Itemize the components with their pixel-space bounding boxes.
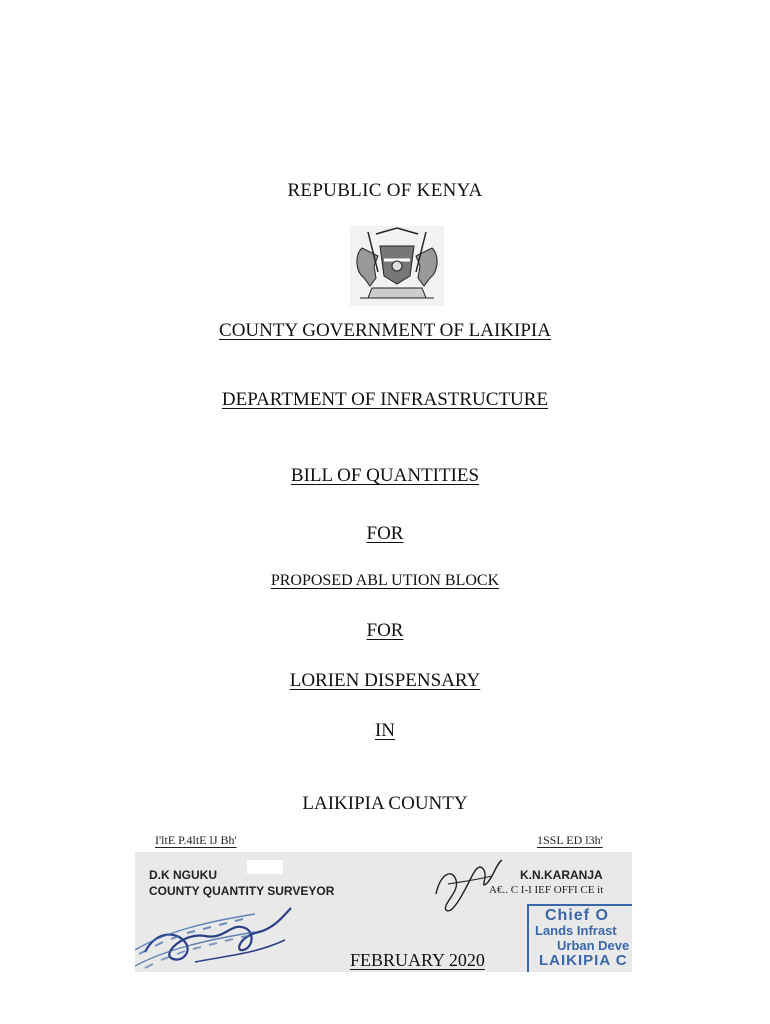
prepared-by-label: I'ltE P.4ltE lJ Bh'	[155, 833, 237, 847]
county-government-heading: COUNTY GOVERNMENT OF LAIKIPIA	[219, 320, 551, 341]
location-name: LAIKIPIA COUNTY	[302, 793, 468, 814]
official-stamp	[527, 904, 632, 972]
facility-name: LORIEN DISPENSARY	[289, 670, 481, 691]
surveyor-title: COUNTY QUANTITY SURVEYOR	[149, 884, 335, 898]
coat-of-arms-icon	[350, 226, 444, 306]
stamp-line-2: Lands Infrast	[535, 923, 617, 938]
for-label-2: FOR	[366, 620, 404, 641]
surveyor-stamp-icon	[135, 910, 295, 972]
officer-name: K.N.KARANJA	[520, 868, 603, 882]
officer-title: A€.. C I-I IEF OFFI CE it	[489, 884, 604, 896]
project-name: PROPOSED ABL UTION BLOCK	[270, 572, 500, 589]
issued-by-label: 1SSL ED l3h'	[537, 833, 603, 847]
officer-signature-icon	[430, 854, 510, 918]
document-date: FEBRUARY 2020	[350, 950, 485, 970]
stamp-line-3: Urban Deve	[557, 938, 630, 953]
for-label-1: FOR	[366, 523, 404, 544]
stamp-line-1: Chief O	[545, 907, 609, 924]
document-title: BILL OF QUANTITIES	[290, 465, 480, 486]
department-heading: DEPARTMENT OF INFRASTRUCTURE	[221, 389, 549, 410]
stamp-line-4: LAIKIPIA C	[539, 952, 628, 969]
document-country-heading: REPUBLIC OF KENYA	[287, 180, 483, 201]
surveyor-name: D.K NGUKU	[149, 868, 217, 882]
white-patch	[247, 860, 283, 874]
in-label: IN	[374, 720, 396, 741]
